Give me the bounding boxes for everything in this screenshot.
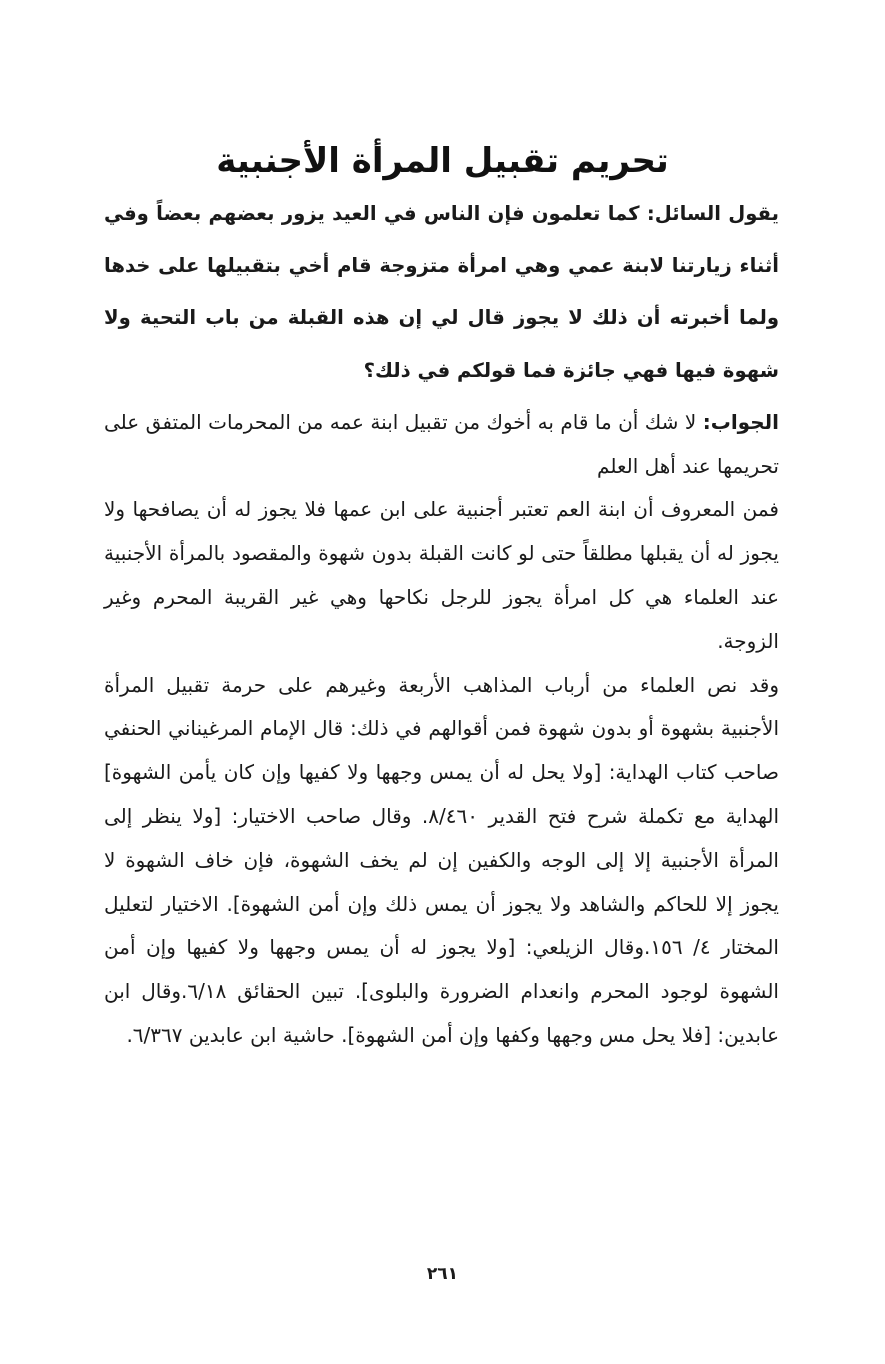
answer-label: الجواب: <box>702 409 779 434</box>
question-label: يقول السائل: <box>646 202 779 225</box>
body-text <box>104 188 779 1058</box>
body-paragraph-2: وقد نص العلماء من أرباب المذاهب الأربعة وغيرهم على حرمة تقبيل المرأة الأجنبية بشهوة أو بدون شهوة فمن أقوالهم في ذلك: قال الإمام المرغيناني الحنفي صاحب كتاب الهداية: [ولا يحل له أن يمس وجهها ولا كفيها وإن كان يأمن الشهوة] الهداية مع تكملة شرح فتح القدير ٨/٤٦٠. وقال صاحب الاختيار: [ولا ينظر إلى المرأة الأجنبية إلا إلى الوجه والكفين إن لم يخف الشهوة، فإن خاف الشهوة لا يجوز إلا للحاكم والشاهد ولا يجوز أن يمس ذلك وإن أمن الشهوة]. الاختيار لتعليل المختار ٤/ ١٥٦.وقال الزيلعي: [ولا يجوز له أن يمس وجهها ولا كفيها وإن أمن الشهوة لوجود المحرم وانعدام الضرورة والبلوى]. تبين الحقائق ٦/١٨.وقال ابن عابدين: [فلا يحل مس وجهها وكفها وإن أمن الشهوة]. حاشية ابن عابدين ٦/٣٦٧. <box>104 672 780 1047</box>
page-number: ٢٦١ <box>426 1264 459 1284</box>
question-paragraph <box>104 188 779 397</box>
answer-text: لا شك أن ما قام به أخوك من تقبيل ابنة عمه من المحرمات المتفق على تحريمها عند أهل العلم <box>104 409 779 478</box>
question-text: كما تعلمون فإن الناس في العيد يزور بعضهم بعضاً وفي أثناء زيارتنا لابنة عمي وهي امرأة متزوجة قام أخي بتقبيلها على خدها ولما أخبرته أن ذلك لا يجوز قال لي إن هذه القبلة من باب التحية ولا شهوة فيها فهي جائزة فما قولكم في ذلك؟ <box>104 202 779 382</box>
answer-paragraph <box>104 401 779 489</box>
page-title: تحريم تقبيل المرأة الأجنبية <box>216 141 669 181</box>
body-paragraph-1: فمن المعروف أن ابنة العم تعتبر أجنبية على ابن عمها فلا يجوز له أن يصافحها ولا يجوز له أن يقبلها مطلقاً حتى لو كانت القبلة بدون شهوة والمقصود بالمرأة الأجنبية عند العلماء هي كل امرأة يجوز للرجل نكاحها وهي غير القريبة المحرم وغير الزوجة. <box>104 497 779 653</box>
